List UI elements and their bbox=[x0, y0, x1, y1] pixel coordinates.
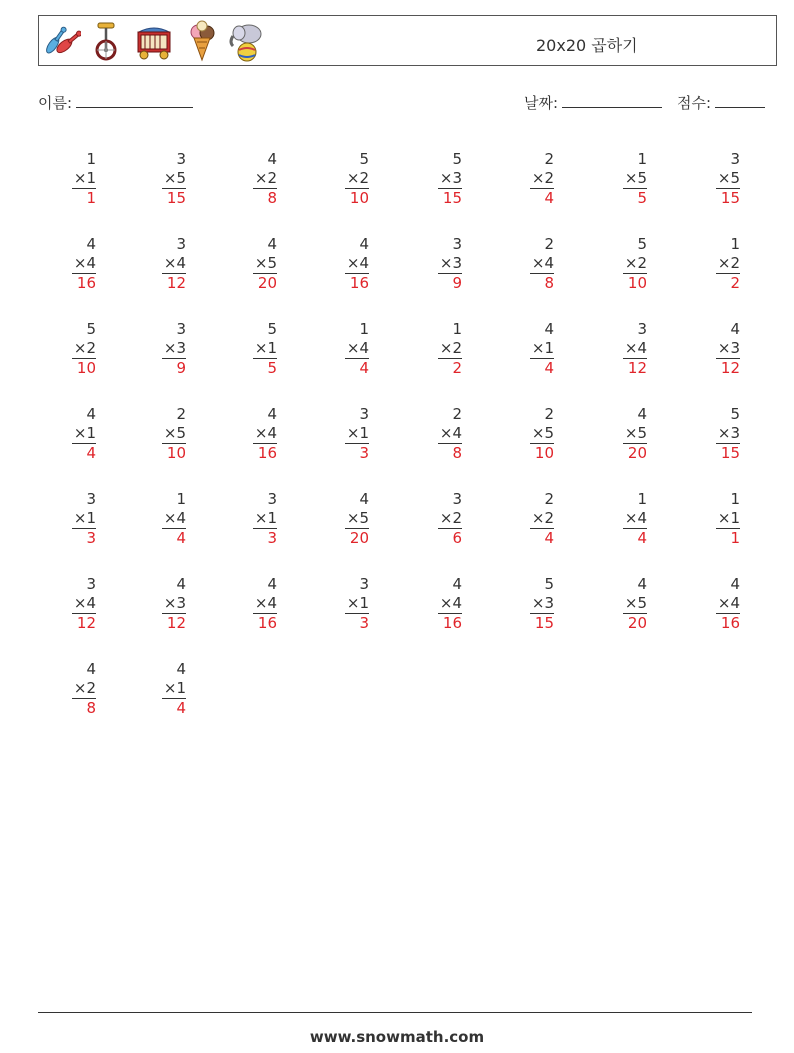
multiplicand: 1 bbox=[359, 320, 369, 338]
answer: 2 bbox=[716, 273, 740, 293]
answer: 8 bbox=[530, 273, 554, 293]
answer: 4 bbox=[623, 528, 647, 548]
multiplicand: 4 bbox=[86, 660, 96, 678]
multiplicand: 1 bbox=[86, 150, 96, 168]
multiplier: ×5 bbox=[163, 169, 186, 187]
multiplier: ×2 bbox=[73, 679, 96, 697]
problem-item bbox=[309, 575, 369, 633]
multiplicand: 4 bbox=[730, 320, 740, 338]
answer: 10 bbox=[162, 443, 186, 463]
multiplier: ×4 bbox=[531, 254, 554, 272]
answer: 15 bbox=[716, 443, 740, 463]
problem-item bbox=[680, 235, 740, 293]
date-blank[interactable] bbox=[562, 92, 662, 108]
problem-item bbox=[126, 405, 186, 463]
problem-item bbox=[217, 150, 277, 208]
problem-item bbox=[126, 150, 186, 208]
answer: 12 bbox=[716, 358, 740, 378]
answer: 9 bbox=[162, 358, 186, 378]
multiplicand: 4 bbox=[267, 235, 277, 253]
answer: 9 bbox=[438, 273, 462, 293]
answer: 20 bbox=[623, 613, 647, 633]
problem-item bbox=[402, 320, 462, 378]
multiplier: ×3 bbox=[439, 169, 462, 187]
multiplicand: 4 bbox=[359, 490, 369, 508]
multiplicand: 2 bbox=[452, 405, 462, 423]
answer: 12 bbox=[72, 613, 96, 633]
worksheet-title: 20x20 곱하기 bbox=[536, 36, 638, 55]
problem-item bbox=[217, 490, 277, 548]
problem-item bbox=[36, 150, 96, 208]
multiplicand: 1 bbox=[730, 235, 740, 253]
problem-item bbox=[587, 150, 647, 208]
problem-item bbox=[36, 405, 96, 463]
name-label: 이름: bbox=[38, 94, 73, 112]
answer: 16 bbox=[253, 443, 277, 463]
multiplier: ×4 bbox=[73, 594, 96, 612]
multiplicand: 4 bbox=[176, 575, 186, 593]
problem-item bbox=[680, 150, 740, 208]
multiplier: ×5 bbox=[163, 424, 186, 442]
header-icons bbox=[43, 19, 265, 63]
answer: 16 bbox=[345, 273, 369, 293]
problem-item bbox=[36, 490, 96, 548]
multiplicand: 1 bbox=[637, 150, 647, 168]
problem-item bbox=[36, 320, 96, 378]
problem-item bbox=[217, 575, 277, 633]
problem-item bbox=[587, 320, 647, 378]
multiplicand: 3 bbox=[452, 235, 462, 253]
multiplicand: 2 bbox=[176, 405, 186, 423]
problem-item bbox=[36, 575, 96, 633]
multiplier: ×1 bbox=[73, 424, 96, 442]
answer: 5 bbox=[623, 188, 647, 208]
problem-item bbox=[494, 490, 554, 548]
answer: 1 bbox=[716, 528, 740, 548]
multiplier: ×1 bbox=[73, 509, 96, 527]
multiplicand: 3 bbox=[86, 575, 96, 593]
multiplier: ×4 bbox=[439, 594, 462, 612]
elephant-on-ball-icon bbox=[227, 20, 265, 62]
answer: 3 bbox=[345, 443, 369, 463]
answer: 4 bbox=[72, 443, 96, 463]
multiplier: ×1 bbox=[531, 339, 554, 357]
problem-item bbox=[494, 575, 554, 633]
problem-item bbox=[309, 320, 369, 378]
worksheet-header bbox=[38, 15, 777, 66]
problem-item bbox=[680, 490, 740, 548]
multiplier: ×5 bbox=[624, 424, 647, 442]
multiplicand: 5 bbox=[359, 150, 369, 168]
answer: 1 bbox=[72, 188, 96, 208]
multiplier: ×1 bbox=[346, 424, 369, 442]
answer: 16 bbox=[716, 613, 740, 633]
multiplier: ×4 bbox=[73, 254, 96, 272]
multiplier: ×1 bbox=[73, 169, 96, 187]
problem-item bbox=[587, 490, 647, 548]
multiplicand: 1 bbox=[637, 490, 647, 508]
answer: 16 bbox=[438, 613, 462, 633]
score-field bbox=[677, 92, 765, 113]
problem-item bbox=[126, 320, 186, 378]
multiplier: ×5 bbox=[346, 509, 369, 527]
multiplier: ×2 bbox=[73, 339, 96, 357]
multiplicand: 3 bbox=[730, 150, 740, 168]
multiplicand: 3 bbox=[637, 320, 647, 338]
multiplier: ×2 bbox=[439, 339, 462, 357]
multiplicand: 4 bbox=[544, 320, 554, 338]
multiplicand: 2 bbox=[544, 150, 554, 168]
name-field bbox=[38, 92, 193, 113]
multiplicand: 3 bbox=[176, 150, 186, 168]
multiplier: ×5 bbox=[531, 424, 554, 442]
multiplier: ×4 bbox=[346, 254, 369, 272]
multiplicand: 2 bbox=[544, 235, 554, 253]
answer: 10 bbox=[530, 443, 554, 463]
multiplicand: 5 bbox=[86, 320, 96, 338]
answer: 10 bbox=[623, 273, 647, 293]
problem-item bbox=[402, 575, 462, 633]
answer: 12 bbox=[162, 613, 186, 633]
answer: 6 bbox=[438, 528, 462, 548]
answer: 20 bbox=[345, 528, 369, 548]
multiplicand: 4 bbox=[267, 405, 277, 423]
name-blank[interactable] bbox=[76, 92, 193, 108]
multiplier: ×4 bbox=[163, 509, 186, 527]
problem-item bbox=[402, 235, 462, 293]
multiplicand: 4 bbox=[267, 575, 277, 593]
problem-item bbox=[309, 150, 369, 208]
multiplier: ×4 bbox=[439, 424, 462, 442]
multiplicand: 5 bbox=[637, 235, 647, 253]
circus-wagon-icon bbox=[131, 20, 177, 62]
multiplicand: 4 bbox=[359, 235, 369, 253]
problem-item bbox=[680, 405, 740, 463]
multiplier: ×3 bbox=[717, 339, 740, 357]
answer: 4 bbox=[162, 528, 186, 548]
score-blank[interactable] bbox=[715, 92, 765, 108]
multiplier: ×4 bbox=[163, 254, 186, 272]
answer: 5 bbox=[253, 358, 277, 378]
multiplicand: 5 bbox=[267, 320, 277, 338]
multiplier: ×3 bbox=[163, 339, 186, 357]
footer-website: www.snowmath.com bbox=[309, 1028, 485, 1046]
problem-item bbox=[126, 490, 186, 548]
answer: 20 bbox=[623, 443, 647, 463]
problem-item bbox=[217, 320, 277, 378]
multiplicand: 3 bbox=[452, 490, 462, 508]
problem-item bbox=[309, 405, 369, 463]
answer: 10 bbox=[72, 358, 96, 378]
date-field bbox=[524, 92, 662, 113]
problem-item bbox=[309, 490, 369, 548]
answer: 3 bbox=[253, 528, 277, 548]
multiplier: ×4 bbox=[624, 509, 647, 527]
problem-item bbox=[494, 320, 554, 378]
multiplier: ×2 bbox=[624, 254, 647, 272]
multiplier: ×5 bbox=[624, 169, 647, 187]
answer: 16 bbox=[72, 273, 96, 293]
multiplier: ×1 bbox=[346, 594, 369, 612]
multiplier: ×2 bbox=[254, 169, 277, 187]
multiplier: ×5 bbox=[624, 594, 647, 612]
problem-item bbox=[126, 575, 186, 633]
problem-item bbox=[494, 405, 554, 463]
answer: 4 bbox=[345, 358, 369, 378]
multiplicand: 1 bbox=[452, 320, 462, 338]
problem-item bbox=[402, 490, 462, 548]
problem-item bbox=[680, 320, 740, 378]
multiplicand: 3 bbox=[267, 490, 277, 508]
multiplier: ×3 bbox=[717, 424, 740, 442]
multiplier: ×2 bbox=[531, 509, 554, 527]
multiplier: ×5 bbox=[717, 169, 740, 187]
multiplicand: 4 bbox=[86, 235, 96, 253]
multiplier: ×2 bbox=[439, 509, 462, 527]
answer: 15 bbox=[162, 188, 186, 208]
answer: 20 bbox=[253, 273, 277, 293]
multiplier: ×4 bbox=[254, 594, 277, 612]
answer: 12 bbox=[162, 273, 186, 293]
multiplier: ×4 bbox=[624, 339, 647, 357]
multiplicand: 4 bbox=[267, 150, 277, 168]
problem-item bbox=[587, 575, 647, 633]
problem-item bbox=[402, 150, 462, 208]
multiplicand: 2 bbox=[544, 405, 554, 423]
problem-item bbox=[494, 235, 554, 293]
multiplicand: 3 bbox=[359, 575, 369, 593]
problem-item bbox=[587, 235, 647, 293]
multiplicand: 5 bbox=[452, 150, 462, 168]
multiplicand: 5 bbox=[544, 575, 554, 593]
answer: 4 bbox=[530, 528, 554, 548]
multiplier: ×2 bbox=[346, 169, 369, 187]
answer: 4 bbox=[530, 358, 554, 378]
answer: 4 bbox=[162, 698, 186, 718]
multiplicand: 4 bbox=[86, 405, 96, 423]
multiplier: ×1 bbox=[163, 679, 186, 697]
answer: 8 bbox=[438, 443, 462, 463]
multiplicand: 3 bbox=[176, 320, 186, 338]
problem-item bbox=[402, 405, 462, 463]
problem-item bbox=[36, 660, 96, 718]
answer: 3 bbox=[345, 613, 369, 633]
multiplicand: 2 bbox=[544, 490, 554, 508]
answer: 12 bbox=[623, 358, 647, 378]
multiplier: ×1 bbox=[717, 509, 740, 527]
answer: 16 bbox=[253, 613, 277, 633]
answer: 15 bbox=[438, 188, 462, 208]
multiplicand: 3 bbox=[86, 490, 96, 508]
multiplicand: 1 bbox=[176, 490, 186, 508]
multiplier: ×4 bbox=[717, 594, 740, 612]
multiplier: ×2 bbox=[717, 254, 740, 272]
problem-item bbox=[309, 235, 369, 293]
problem-item bbox=[217, 405, 277, 463]
multiplicand: 5 bbox=[730, 405, 740, 423]
multiplicand: 4 bbox=[176, 660, 186, 678]
date-label: 날짜: bbox=[524, 94, 559, 112]
multiplier: ×2 bbox=[531, 169, 554, 187]
answer: 2 bbox=[438, 358, 462, 378]
answer: 8 bbox=[253, 188, 277, 208]
unicycle-icon bbox=[87, 20, 125, 62]
footer-divider bbox=[38, 1012, 752, 1013]
score-label: 점수: bbox=[677, 94, 712, 112]
problem-item bbox=[36, 235, 96, 293]
juggling-pins-icon bbox=[43, 20, 81, 62]
multiplier: ×3 bbox=[531, 594, 554, 612]
multiplicand: 1 bbox=[730, 490, 740, 508]
problem-item bbox=[587, 405, 647, 463]
answer: 15 bbox=[716, 188, 740, 208]
multiplicand: 4 bbox=[730, 575, 740, 593]
multiplier: ×3 bbox=[439, 254, 462, 272]
multiplicand: 3 bbox=[176, 235, 186, 253]
multiplicand: 3 bbox=[359, 405, 369, 423]
multiplicand: 4 bbox=[452, 575, 462, 593]
answer: 15 bbox=[530, 613, 554, 633]
multiplier: ×4 bbox=[254, 424, 277, 442]
answer: 4 bbox=[530, 188, 554, 208]
multiplier: ×1 bbox=[254, 339, 277, 357]
answer: 8 bbox=[72, 698, 96, 718]
multiplicand: 4 bbox=[637, 575, 647, 593]
answer: 10 bbox=[345, 188, 369, 208]
ice-cream-cone-icon bbox=[183, 20, 221, 62]
multiplier: ×3 bbox=[163, 594, 186, 612]
multiplier: ×5 bbox=[254, 254, 277, 272]
problem-item bbox=[680, 575, 740, 633]
problem-item bbox=[494, 150, 554, 208]
multiplicand: 4 bbox=[637, 405, 647, 423]
multiplier: ×4 bbox=[346, 339, 369, 357]
answer: 3 bbox=[72, 528, 96, 548]
problem-item bbox=[126, 235, 186, 293]
problem-item bbox=[217, 235, 277, 293]
problem-item bbox=[126, 660, 186, 718]
multiplier: ×1 bbox=[254, 509, 277, 527]
